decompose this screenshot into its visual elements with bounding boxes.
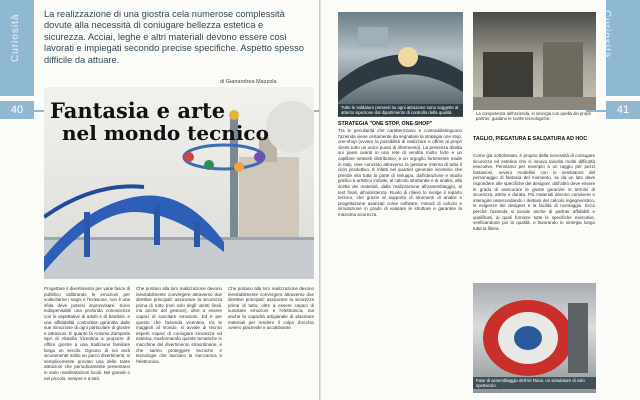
body-text-cutting: Come già sottolineato, è proprio della necessità di coniugare sicurezza ed estetica che si innova talvolta molte difficoltà esecutive. Pensiamo per esempio a un raggio per pezzi fantasiosi, ovvero modellini con le sembianze del personaggio di fantasia del momento, se da un lato deve rispondere alle specifiche del designer, dall'altro deve essere in grado di assicurare le giuste garanzie in termini di sicurezza, attrito e durata. Più materiali devono convivere e interagire assecondando i dettami del calcolo ingegneristico, le esigenze del designer e la facilità di montaggio. Ecco perché l'azienda si avvale anche di partner affidabili e qualificati, ai quali fornisce tutte le specifiche esecutive, verificandone poi la qualità, e lavorando in sinergia lungo tutta la filiera. [473, 153, 595, 231]
welding-photo [338, 12, 463, 117]
caption-welding: Tutte le saldature presenti su ogni attrazione sono soggette al attento ispezione dal dipartimento di controllo della qualità. [338, 104, 463, 116]
author-byline: di Gianandrea Mazzola [220, 79, 277, 85]
subhead-cutting: TAGLIO, PIEGATURA E SALDATURA AD HOC [473, 136, 588, 142]
page-number-left: 40 [0, 101, 34, 119]
welding-illustration [338, 12, 463, 117]
body-columns-left [44, 286, 314, 381]
page-number-right: 41 [606, 101, 640, 119]
left-page [0, 0, 319, 400]
workshop-illustration [473, 12, 596, 110]
caption-workshop: La competenza dell'azienda, in sinergia con quella dei propri partner, guidano le scelte tecnologiche. [476, 111, 592, 121]
body-column-right-1 [338, 128, 462, 218]
body-column-2: Che portano alla loro realizzazione devono inevitabilmente convergere attraverso due direttive principali: assicurare la sicurezza prima di tutto (non solo degli utenti finali, ma anche del gestore), oltre a essere capaci di suscitare emozioni. Ed è per questo che l'azienda vicentina, tra le maggiori al mondo, si avvale di tecnici esperti capaci di coniugare sicurezza ed estetica, trasformando queste tematiche in macchine del divertimento straordinarie, e che sanno proteggere tecniche e tecnologie che lasciano la meccanica e l'elettronica. [136, 286, 222, 364]
section-label-right: Curiosità [600, 10, 612, 59]
body-text-strategy: Tra le peculiarità che caratterizzano e contraddistinguono l'azienda viene certamente da segnalare la strategia one stop, one-shop (ovvero la possibilità di realizzare e offrire ai propri clienti tutto un unico punto di riferimento). La presenza diretta sui paesi avanti in una rete di vendita molto forte e un capillare network distributivo, e un orgoglio fortemente made in Italy, rese concreto attraverso la gestione interna di tutto il ciclo produttivo. È infatti nel quartier generale vicentino che prende vita tutta la parte di sviluppo, dall'ideazione e studio grafico e artistico iniziale, al calcolo strutturale e di analisi, alla scelta dei materiali, dalla realizzazione all'assemblaggio, ai test finali, all'assistenza. Ruolo di rilievo lo svolge il reparto tecnico, che grazie al supporto di strumenti di analisi e progettazione avanzati come software, metodi di calcolo e simulazione in grado di valutare le strutture e garantire la massima sicurezza. [338, 128, 462, 217]
article-headline [50, 100, 269, 144]
body-column-3: Che portano alla loro realizzazione devono inevitabilmente convergere attraverso due direttive principali: assicurare la sicurezza prima di tutto, oltre a essere capaci di suscitare emozioni e l'elettronica, ma anche la capacità artigianale di plasmare materiali per rendere il colpo d'occhio ovvero piacevole e accattivante. [228, 286, 314, 331]
caption-air-race: Fase di assemblaggio dell'Air Race, un simulatore di volo spettacolo. [473, 377, 596, 389]
headline-line-1: Fantasia e arte [50, 98, 226, 123]
section-label-left: Curiosità [10, 13, 21, 62]
workshop-photo [473, 12, 596, 110]
headline-line-2: nel mondo tecnico [62, 121, 269, 145]
intro-text: La realizzazione di una giostra cela numerose complessità dovute alla necessità di coniugare bellezza estetica e sicurezza. Acciai, leghe e altri materiali devono essere così lavorati e impiegati secondo precise specifiche. Aspetto spesso difficile da attuare. [44, 9, 304, 65]
body-column-1: Progettare il divertimento per varie fasce di pubblico calibrando le emozioni per sollecitarne i sogni e l'evasione, non è una sfida deve potersi improvvisare. Sono indispensabili una profonda conoscenza con le aspettative di adulti e di bambini, e una affidabilità costruttiva garantita dalle sue minuziose di ogni particolare di giostre e attrazioni. È quanto fa Antonio Zamperla SpA di Altavilla Vicentina a proporre di offrire giostre a una tradizione familiare lunga un secolo. Ognuno di noi avrà sicuramente salito un parco divertimenti, si semplicemente provato una delle tante attrazioni che periodicamente presentano in varie manifestazioni locali. Nel grande o nel piccolo, sempre e a tutti. [44, 286, 130, 381]
subhead-strategy: STRATEGIA "ONE STOP, ONE-SHOP" [338, 121, 433, 127]
body-column-right-2 [473, 153, 595, 231]
